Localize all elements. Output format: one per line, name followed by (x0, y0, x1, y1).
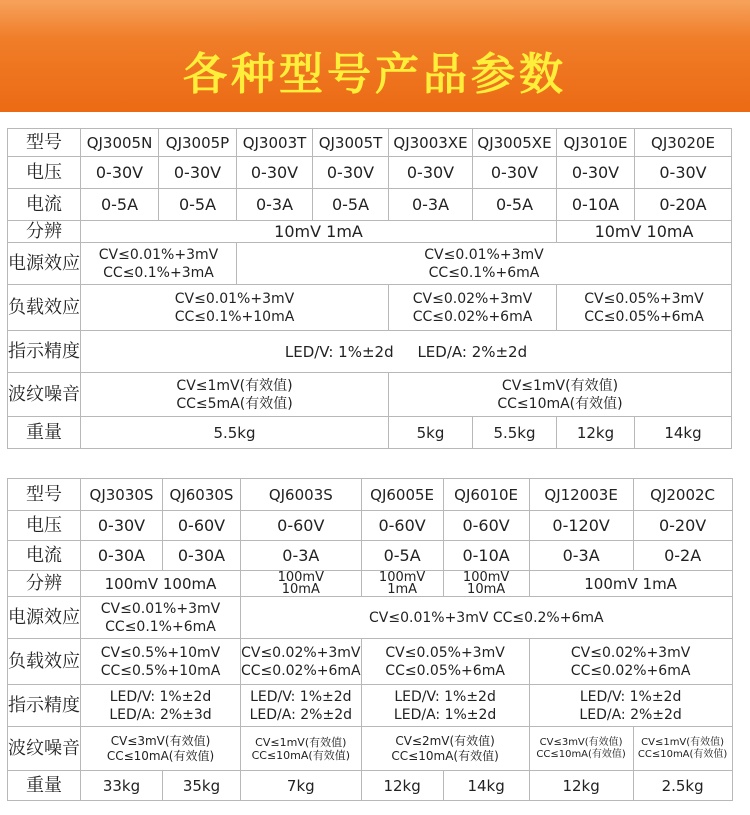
model-cell: QJ3030S (81, 479, 163, 511)
model-cell: QJ6005E (361, 479, 443, 511)
spacer (0, 112, 750, 128)
label-model: 型号 (8, 479, 81, 511)
row-resolution (8, 221, 732, 243)
model-cell: QJ6010E (443, 479, 529, 511)
label-voltage: 电压 (8, 157, 81, 189)
current-cell: 0-30A (81, 541, 163, 571)
weight-cell: 5kg (389, 417, 473, 449)
current-cell: 0-3A (241, 541, 362, 571)
voltage-cell: 0-60V (443, 511, 529, 541)
source-effect-cell: CV≤0.01%+3mV CC≤0.1%+6mA (237, 243, 732, 285)
row-source-effect (8, 597, 733, 639)
row-accuracy (8, 685, 733, 727)
row-ripple (8, 373, 732, 417)
resolution-cell: 10mV 1mA (81, 221, 557, 243)
load-effect-cell: CV≤0.02%+3mV CC≤0.02%+6mA (241, 639, 362, 685)
row-model (8, 479, 733, 511)
resolution-cell: 10mV 10mA (557, 221, 732, 243)
resolution-cell: 100mV 1mA (529, 571, 732, 597)
current-cell: 0-3A (237, 189, 313, 221)
voltage-cell: 0-30V (557, 157, 635, 189)
row-model (8, 129, 732, 157)
current-cell: 0-5A (159, 189, 237, 221)
current-cell: 0-2A (633, 541, 732, 571)
current-cell: 0-20A (635, 189, 732, 221)
ripple-cell: CV≤1mV(有效值) CC≤10mA(有效值) (389, 373, 732, 417)
weight-cell: 2.5kg (633, 771, 732, 801)
label-weight: 重量 (8, 417, 81, 449)
current-cell: 0-3A (389, 189, 473, 221)
weight-cell: 12kg (529, 771, 633, 801)
model-cell: QJ3005T (313, 129, 389, 157)
voltage-cell: 0-60V (361, 511, 443, 541)
table-separator (0, 462, 750, 478)
weight-cell: 12kg (361, 771, 443, 801)
label-load-effect: 负载效应 (8, 639, 81, 685)
resolution-cell: 100mV 100mA (81, 571, 241, 597)
spec-table-1 (7, 128, 732, 449)
current-cell: 0-5A (361, 541, 443, 571)
voltage-cell: 0-30V (81, 157, 159, 189)
row-resolution (8, 571, 733, 597)
row-voltage (8, 511, 733, 541)
banner-title: 各种型号产品参数 (183, 49, 567, 100)
label-model: 型号 (8, 129, 81, 157)
load-effect-cell: CV≤0.5%+10mV CC≤0.5%+10mA (81, 639, 241, 685)
voltage-cell: 0-30V (81, 511, 163, 541)
current-cell: 0-10A (443, 541, 529, 571)
row-load-effect (8, 285, 732, 331)
load-effect-cell: CV≤0.02%+3mV CC≤0.02%+6mA (389, 285, 557, 331)
model-cell: QJ3020E (635, 129, 732, 157)
current-cell: 0-5A (313, 189, 389, 221)
load-effect-cell: CV≤0.02%+3mV CC≤0.02%+6mA (529, 639, 732, 685)
weight-cell: 12kg (557, 417, 635, 449)
current-cell: 0-10A (557, 189, 635, 221)
resolution-cell: 100mV 10mA (241, 571, 362, 597)
model-cell: QJ12003E (529, 479, 633, 511)
label-resolution: 分辨 (8, 571, 81, 597)
ripple-cell: CV≤1mV(有效值) CC≤10mA(有效值) (241, 727, 362, 771)
label-ripple: 波纹噪音 (8, 373, 81, 417)
title-banner (0, 0, 750, 112)
row-source-effect (8, 243, 732, 285)
weight-cell: 5.5kg (473, 417, 557, 449)
label-load-effect: 负载效应 (8, 285, 81, 331)
label-voltage: 电压 (8, 511, 81, 541)
label-source-effect: 电源效应 (8, 597, 81, 639)
voltage-cell: 0-60V (241, 511, 362, 541)
label-ripple: 波纹噪音 (8, 727, 81, 771)
accuracy-cell: LED/V: 1%±2d LED/A: 2%±3d (81, 685, 241, 727)
ripple-cell: CV≤1mV(有效值) CC≤10mA(有效值) (633, 727, 732, 771)
row-weight (8, 417, 732, 449)
label-accuracy: 指示精度 (8, 685, 81, 727)
model-cell: QJ3005XE (473, 129, 557, 157)
accuracy-cell: LED/V: 1%±2d LED/A: 1%±2d (361, 685, 529, 727)
source-effect-cell: CV≤0.01%+3mV CC≤0.1%+6mA (81, 597, 241, 639)
row-weight (8, 771, 733, 801)
model-cell: QJ3003XE (389, 129, 473, 157)
current-cell: 0-5A (81, 189, 159, 221)
accuracy-cell: LED/V: 1%±2d LED/A: 2%±2d (241, 685, 362, 727)
voltage-cell: 0-30V (159, 157, 237, 189)
accuracy-cell: LED/V: 1%±2d LED/A: 2%±2d (81, 331, 732, 373)
voltage-cell: 0-30V (473, 157, 557, 189)
weight-cell: 33kg (81, 771, 163, 801)
weight-cell: 7kg (241, 771, 362, 801)
voltage-cell: 0-60V (163, 511, 241, 541)
row-current (8, 189, 732, 221)
voltage-cell: 0-30V (237, 157, 313, 189)
model-cell: QJ3005P (159, 129, 237, 157)
current-cell: 0-5A (473, 189, 557, 221)
row-voltage (8, 157, 732, 189)
model-cell: QJ6030S (163, 479, 241, 511)
load-effect-cell: CV≤0.05%+3mV CC≤0.05%+6mA (557, 285, 732, 331)
model-cell: QJ3010E (557, 129, 635, 157)
label-current: 电流 (8, 541, 81, 571)
current-cell: 0-30A (163, 541, 241, 571)
model-cell: QJ2002C (633, 479, 732, 511)
ripple-cell: CV≤1mV(有效值) CC≤5mA(有效值) (81, 373, 389, 417)
row-ripple (8, 727, 733, 771)
row-current (8, 541, 733, 571)
resolution-cell: 100mV 10mA (443, 571, 529, 597)
voltage-cell: 0-120V (529, 511, 633, 541)
ripple-cell: CV≤3mV(有效值) CC≤10mA(有效值) (81, 727, 241, 771)
voltage-cell: 0-30V (313, 157, 389, 189)
ripple-cell: CV≤2mV(有效值) CC≤10mA(有效值) (361, 727, 529, 771)
label-current: 电流 (8, 189, 81, 221)
ripple-cell: CV≤3mV(有效值) CC≤10mA(有效值) (529, 727, 633, 771)
row-accuracy (8, 331, 732, 373)
weight-cell: 14kg (635, 417, 732, 449)
weight-cell: 35kg (163, 771, 241, 801)
label-source-effect: 电源效应 (8, 243, 81, 285)
model-cell: QJ6003S (241, 479, 362, 511)
voltage-cell: 0-30V (635, 157, 732, 189)
model-cell: QJ3003T (237, 129, 313, 157)
source-effect-cell: CV≤0.01%+3mV CC≤0.2%+6mA (241, 597, 733, 639)
load-effect-cell: CV≤0.05%+3mV CC≤0.05%+6mA (361, 639, 529, 685)
spec-table-2 (7, 478, 733, 801)
label-weight: 重量 (8, 771, 81, 801)
row-load-effect (8, 639, 733, 685)
load-effect-cell: CV≤0.01%+3mV CC≤0.1%+10mA (81, 285, 389, 331)
weight-cell: 5.5kg (81, 417, 389, 449)
label-resolution: 分辨 (8, 221, 81, 243)
weight-cell: 14kg (443, 771, 529, 801)
resolution-cell: 100mV 1mA (361, 571, 443, 597)
accuracy-cell: LED/V: 1%±2d LED/A: 2%±2d (529, 685, 732, 727)
current-cell: 0-3A (529, 541, 633, 571)
source-effect-cell: CV≤0.01%+3mV CC≤0.1%+3mA (81, 243, 237, 285)
label-accuracy: 指示精度 (8, 331, 81, 373)
voltage-cell: 0-30V (389, 157, 473, 189)
voltage-cell: 0-20V (633, 511, 732, 541)
model-cell: QJ3005N (81, 129, 159, 157)
